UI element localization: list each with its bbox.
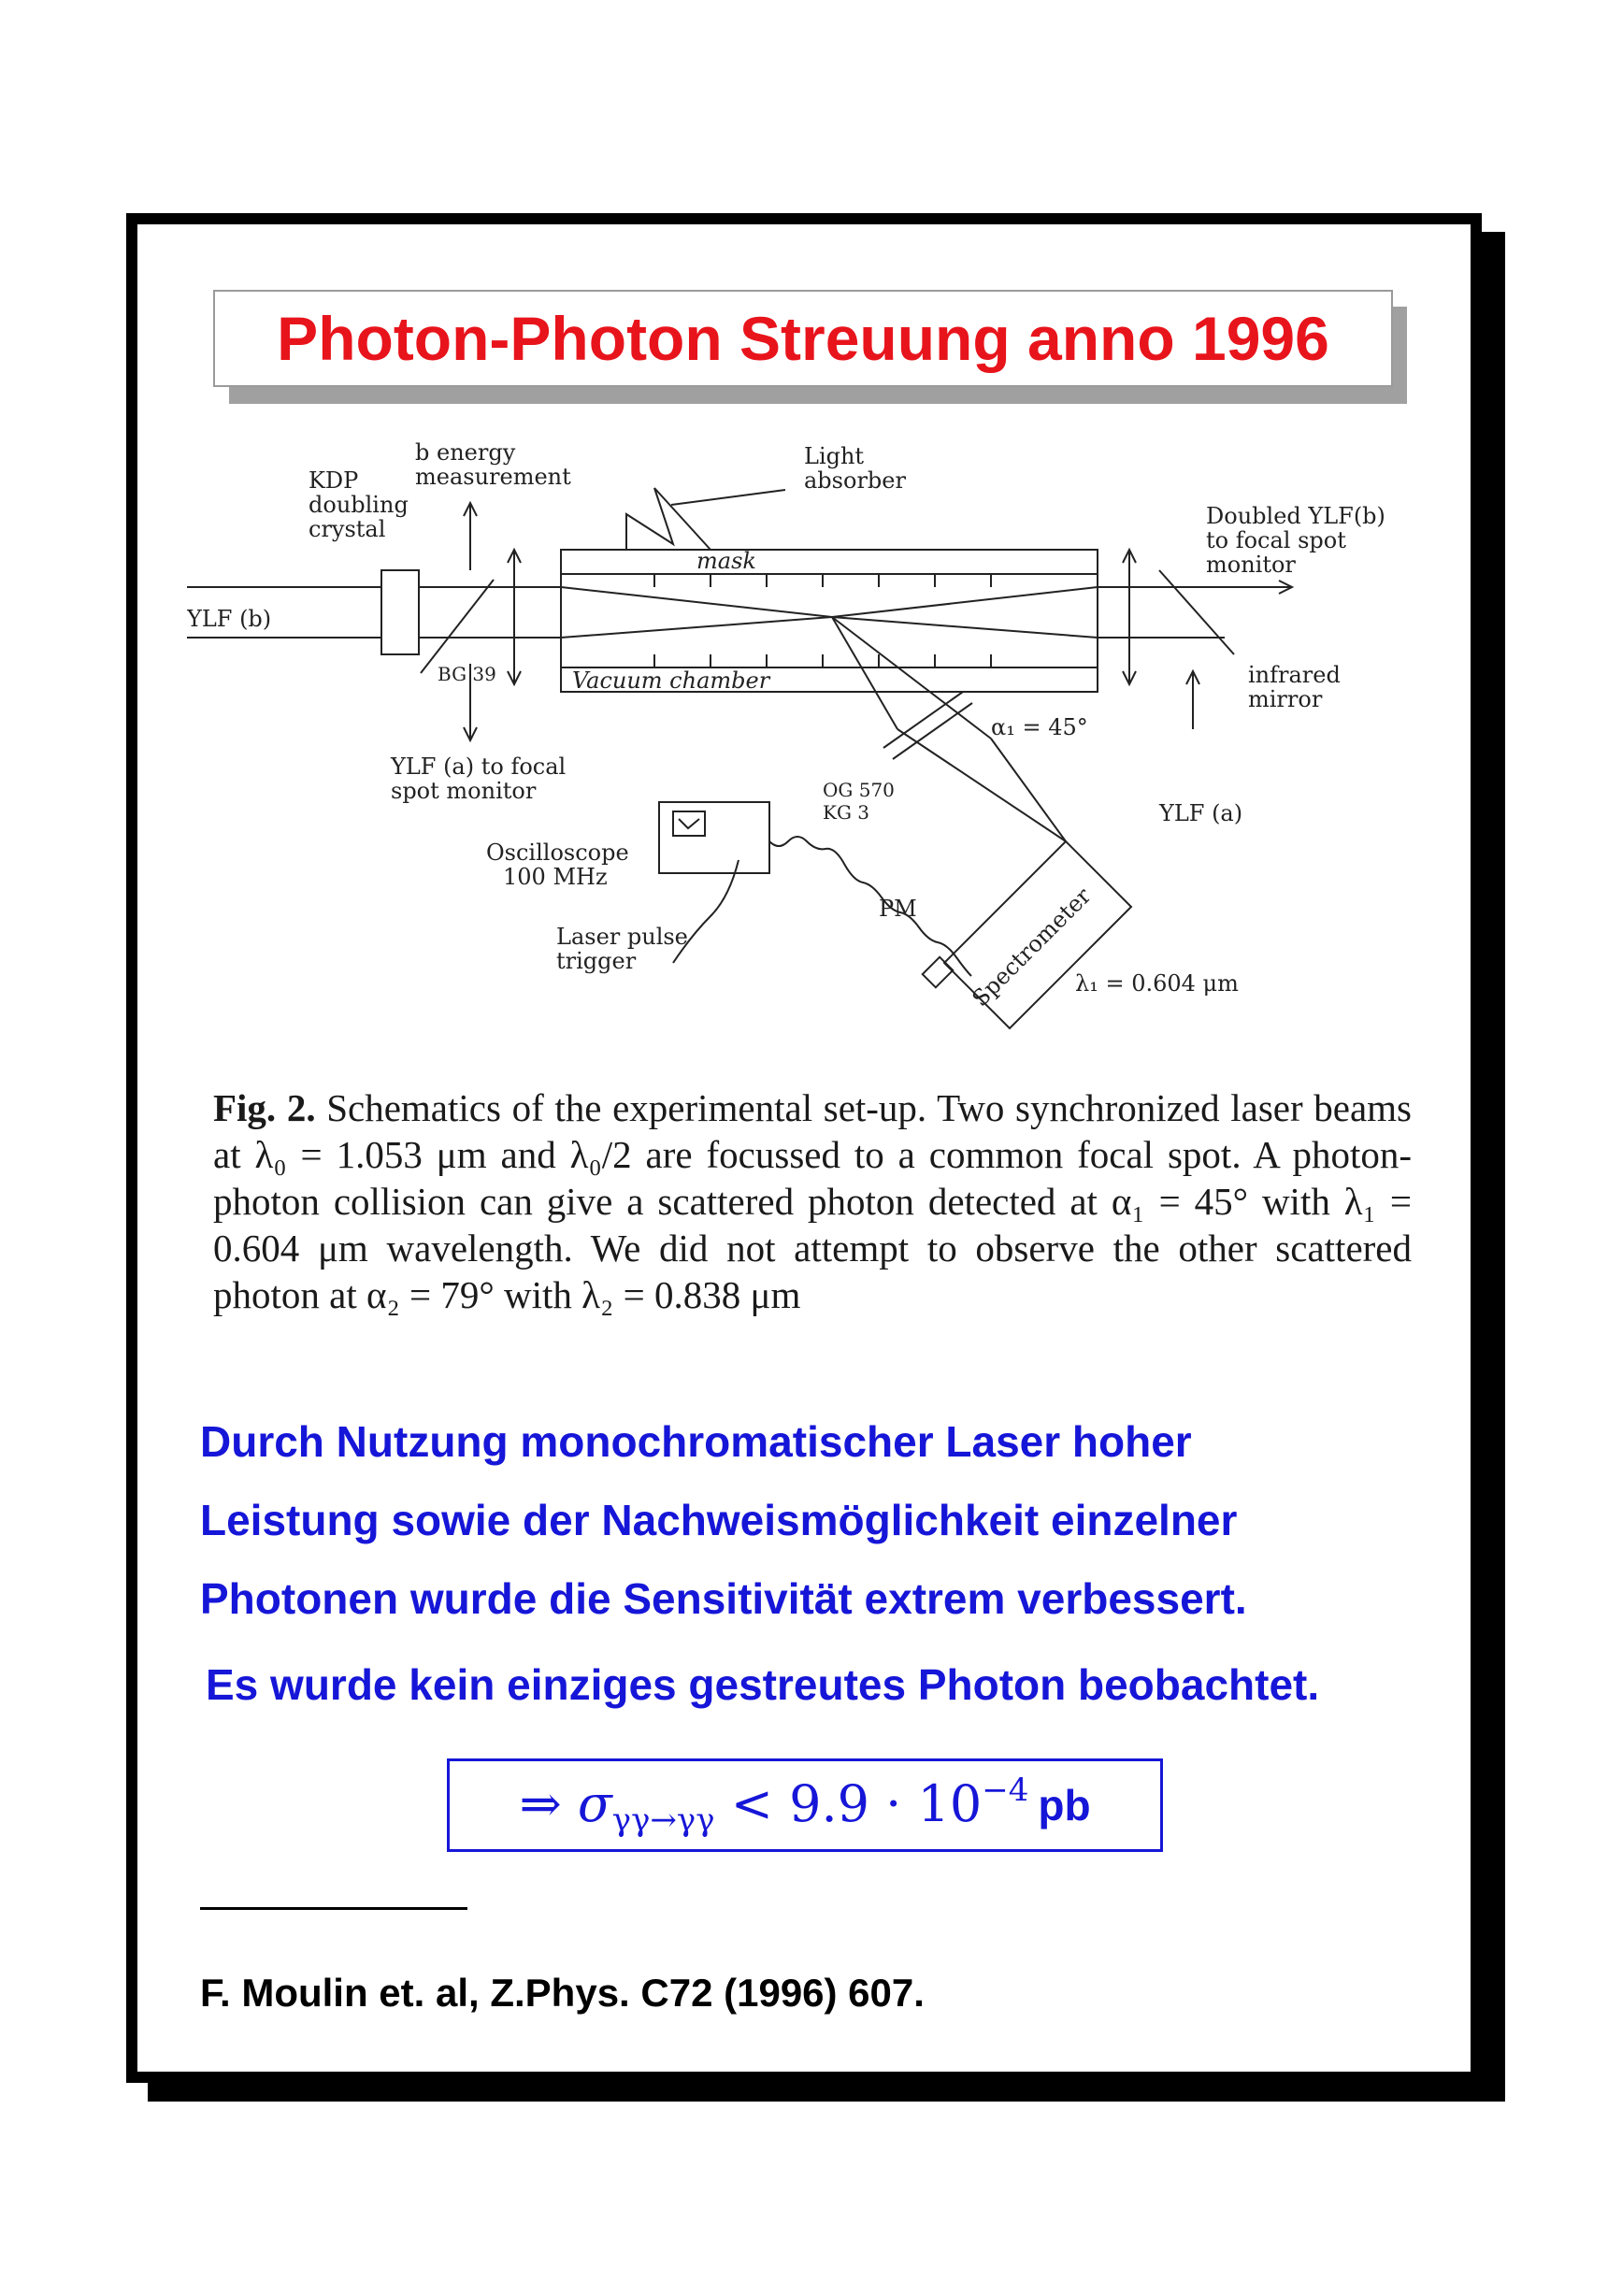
formula-arrow: ⇒	[519, 1774, 562, 1833]
result-statement: Es wurde kein einziges gestreutes Photon beobachtet.	[206, 1660, 1320, 1709]
label-ylf-a: YLF (a)	[1159, 800, 1243, 826]
label-trigger: trigger	[556, 948, 637, 974]
label-vacuum-chamber: Vacuum chamber	[572, 667, 770, 694]
label-measurement: measurement	[415, 464, 571, 490]
formula-subscript: γγ→γγ	[611, 1801, 715, 1839]
label-to-focal: to focal spot	[1206, 527, 1346, 553]
label-mhz: 100 MHz	[503, 864, 608, 890]
label-monitor: monitor	[1206, 552, 1296, 578]
label-spot-monitor: spot monitor	[391, 778, 537, 804]
figure-caption	[213, 1084, 1412, 1318]
label-doubling: doubling	[309, 492, 409, 518]
formula-sigma: σ	[577, 1774, 612, 1833]
page-title: Photon-Photon Streuung anno 1996	[277, 304, 1329, 373]
label-light: Light	[804, 443, 865, 469]
caption-text: Schematics of the experimental set-up. Two synchronized laser beams at λ₀ = 1.053 μm and λ₀/2 are focussed to a common focal spot. A photon-photon collision can give a scattered photon detected at α₁ = 45° with λ₁ = 0.604 μm wavelength. We did not attempt to observe the other scattered photon at α₂ = 79° with λ₂ = 0.838 μm	[213, 1086, 1413, 1316]
formula-unit: pb	[1038, 1781, 1091, 1830]
title-box	[213, 290, 1393, 387]
label-kg3: KG 3	[823, 801, 869, 824]
label-b-energy: b energy	[415, 439, 516, 466]
summary-line-2: Leistung sowie der Nachweismöglichkeit einzelner	[200, 1496, 1238, 1544]
formula-exponent: −4	[982, 1772, 1029, 1809]
formula-value: 9.9 · 10	[789, 1774, 983, 1833]
label-laser-pulse: Laser pulse	[556, 924, 688, 950]
cross-section-formula	[447, 1758, 1163, 1852]
label-lambda1: λ₁ = 0.604 μm	[1075, 970, 1239, 997]
label-infrared: infrared	[1248, 662, 1341, 688]
label-bg39: BG 39	[438, 663, 496, 685]
label-ylf-b: YLF (b)	[187, 606, 272, 632]
label-og570: OG 570	[823, 779, 895, 801]
experimental-setup-diagram	[187, 430, 1421, 1047]
footnote-reference: F. Moulin et. al, Z.Phys. C72 (1996) 607.	[200, 1971, 925, 2015]
label-spectrometer: Spectrometer	[967, 883, 1097, 1012]
label-pm: PM	[879, 896, 917, 922]
label-doubled: Doubled YLF(b)	[1206, 503, 1385, 529]
formula-math	[519, 1772, 1028, 1839]
summary-line-3: Photonen wurde die Sensitivität extrem verbessert.	[200, 1574, 1247, 1623]
label-crystal: crystal	[309, 516, 386, 542]
label-alpha: α₁ = 45°	[991, 714, 1088, 740]
label-ylf-a-focal: YLF (a) to focal	[391, 753, 567, 780]
summary-paragraph	[200, 1402, 1434, 1638]
caption-fig-label: Fig. 2.	[213, 1086, 316, 1129]
footnote-rule	[200, 1907, 467, 1910]
summary-line-1: Durch Nutzung monochromatischer Laser hoher	[200, 1417, 1192, 1466]
formula-lt: <	[730, 1774, 773, 1833]
label-oscilloscope: Oscilloscope	[486, 839, 629, 866]
label-mirror: mirror	[1248, 686, 1323, 712]
label-absorber: absorber	[804, 467, 906, 494]
label-kdp: KDP	[309, 467, 359, 494]
label-mask: mask	[696, 548, 756, 574]
